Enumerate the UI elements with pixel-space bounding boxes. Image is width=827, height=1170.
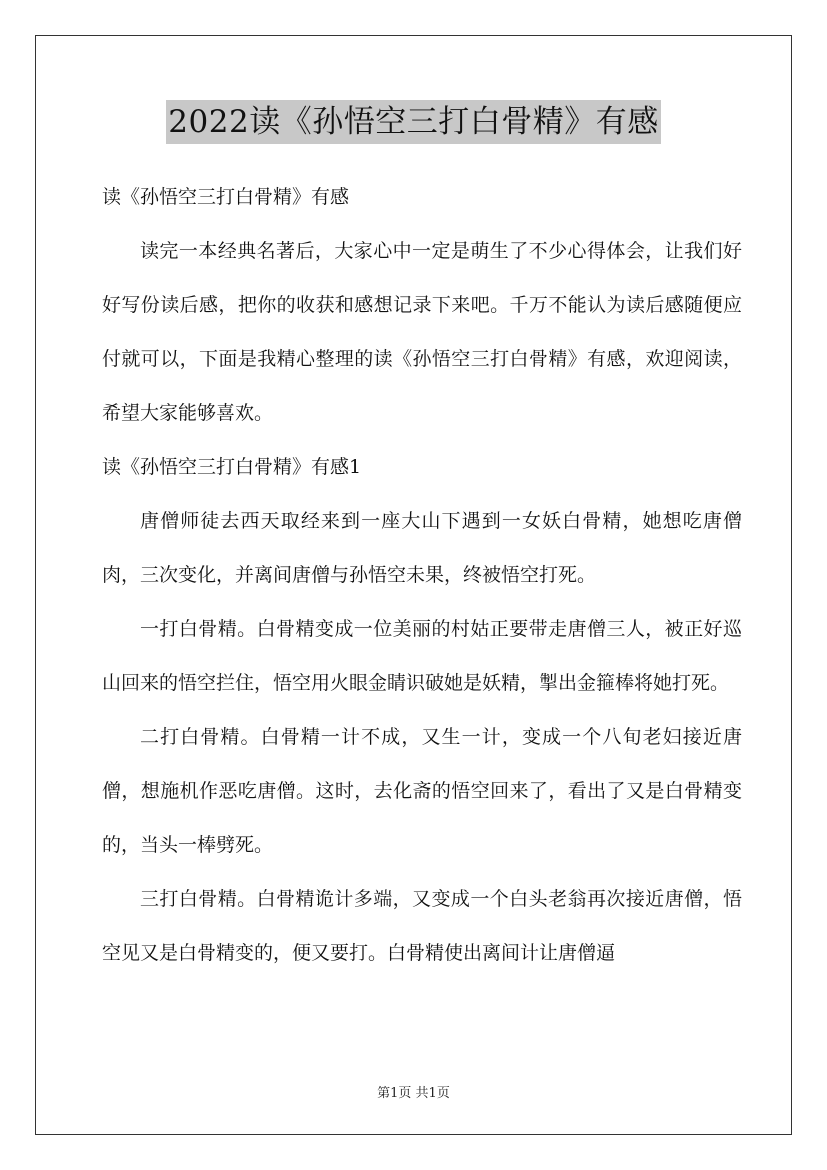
title-container	[0, 100, 827, 144]
page-footer	[0, 1082, 827, 1101]
paragraph: 读《孙悟空三打白骨精》有感	[102, 186, 350, 208]
paragraph: 读完一本经典名著后，大家心中一定是萌生了不少心得体会，让我们好好写份读后感，把你的收获和感想记录下来吧。千万不能认为读后感随便应付就可以，下面是我精心整理的读《孙悟空三打白骨精》有感，欢迎阅读，希望大家能够喜欢。	[102, 240, 742, 424]
document-title: 2022读《孙悟空三打白骨精》有感	[166, 100, 660, 144]
page-number: 第1页 共1页	[377, 1086, 450, 1101]
paragraph: 唐僧师徒去西天取经来到一座大山下遇到一女妖白骨精，她想吃唐僧肉，三次变化，并离间唐僧与孙悟空未果，终被悟空打死。	[102, 510, 742, 586]
paragraph: 二打白骨精。白骨精一计不成，又生一计，变成一个八旬老妇接近唐僧，想施机作恶吃唐僧。这时，去化斋的悟空回来了，看出了又是白骨精变的，当头一棒劈死。	[102, 726, 742, 856]
paragraph: 一打白骨精。白骨精变成一位美丽的村姑正要带走唐僧三人，被正好巡山回来的悟空拦住，悟空用火眼金睛识破她是妖精，掣出金箍棒将她打死。	[102, 618, 742, 694]
document-body	[102, 170, 742, 980]
paragraph: 三打白骨精。白骨精诡计多端，又变成一个白头老翁再次接近唐僧，悟空见又是白骨精变的，便又要打。白骨精使出离间计让唐僧逼	[102, 888, 742, 964]
paragraph: 读《孙悟空三打白骨精》有感1	[102, 456, 362, 478]
